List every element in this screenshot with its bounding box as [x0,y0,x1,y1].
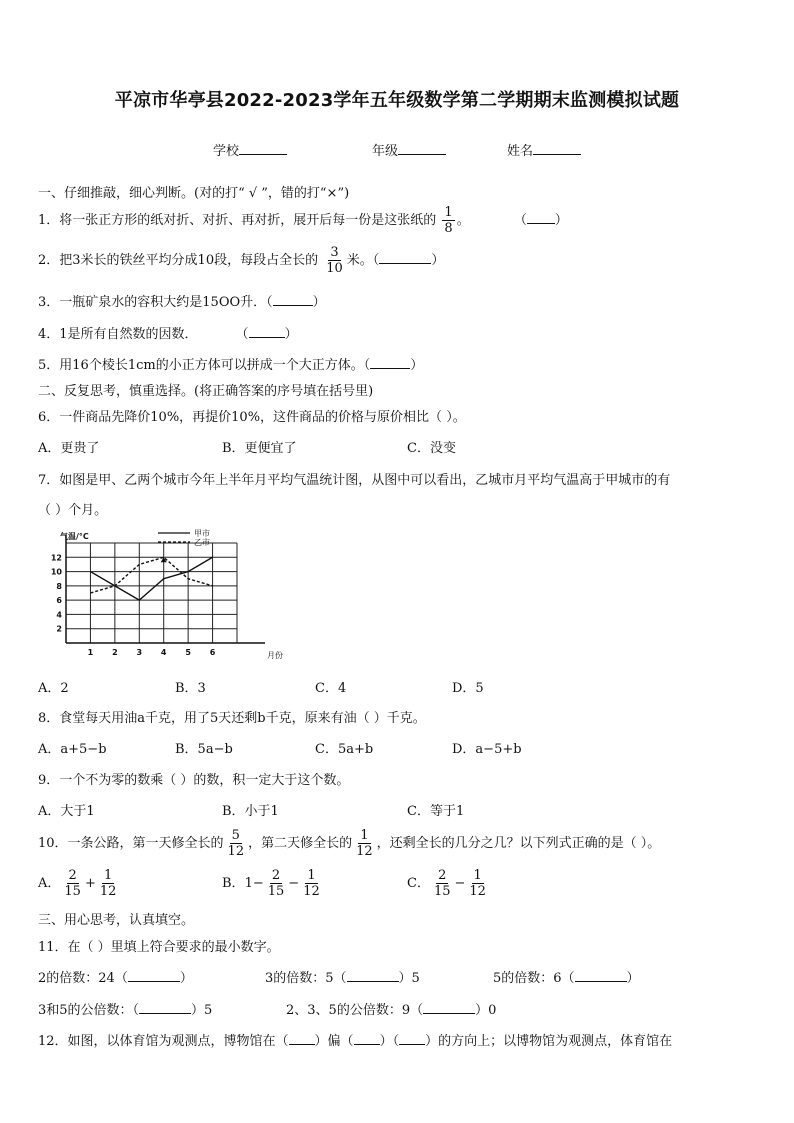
option-a[interactable]: A． $\frac{2}{15}$ + $\frac{1}{12}$ [38,868,117,899]
answer-blank[interactable] [354,1033,380,1045]
legend-label: 乙市 [194,538,210,547]
question-9: 9．一个不为零的数乘（ ）的数，积一定大于这个数。 [38,773,350,788]
section-3-heading: 三、用心思考，认真填空。 [38,913,195,928]
x-tick-label: 3 [136,648,143,657]
fraction: $\frac{5}{12}$ [227,828,245,859]
answer-blank[interactable] [249,326,285,338]
name-field [507,140,581,159]
answer-blank[interactable] [139,1002,191,1014]
school-label: 学校 [213,144,240,159]
y-tick-label: 12 [50,553,62,563]
question-11-e: 2、3、5的公倍数：9（ ）0 [286,1003,497,1018]
x-tick-label: 4 [160,648,167,657]
question-10: 10．一条公路，第一天修全长的 $\frac{5}{12}$ ，第二天修全长的 $\frac{1}{12}$ ，还剩全长的几分之几？以下列式正确的是（ ）。 [38,828,661,859]
question-7-line-2: （ ）个月。 [38,503,108,518]
x-tick-label: 6 [209,648,216,657]
question-8: 8．食堂每天用油a千克，用了5天还剩b千克，原来有油（ ）千克。 [38,711,426,726]
legend-label: 甲市 [194,529,210,538]
section-1-heading: 一、仔细推敲，细心判断。(对的打“ √ ”，错的打“×”) [38,186,350,201]
question-12: 12．如图，以体育馆为观测点，博物馆在（ ）偏（ ）（ ）的方向上；以博物馆为观测点，体育馆在 [38,1034,673,1049]
option-c[interactable]: C．4 [315,681,347,696]
question-11-d: 3和5的公倍数：（ ）5 [38,1003,213,1018]
name-blank[interactable] [533,142,581,155]
y-axis-label: 气温/°C [60,532,89,541]
answer-blank[interactable] [370,357,410,369]
option-d[interactable]: D．a−5+b [452,742,522,757]
question-2: 2．把3米长的铁丝平均分成10段，每段占全长的 $\frac{3}{10}$ 米。（ ） [38,245,445,276]
x-tick-label: 5 [185,648,191,657]
question-1: 1．将一张正方形的纸对折、对折、再对折，展开后每一份是这张纸的 $\frac{1}{8}$ 。 （ ） [38,205,568,236]
answer-blank[interactable] [289,1033,315,1045]
option-c[interactable]: C．5a+b [315,742,374,757]
option-c[interactable]: C．没变 [407,441,456,456]
question-4: 4．1是所有自然数的因数． （ ） [38,327,298,342]
x-axis-label: 月份 [267,651,283,660]
fraction: $\frac{1}{8}$ [444,205,453,236]
option-b[interactable]: B．3 [175,681,206,696]
answer-blank[interactable] [527,212,555,224]
option-b[interactable]: B．5a−b [175,742,233,757]
series-line-2 [90,557,212,593]
option-d[interactable]: D．5 [452,681,484,696]
chart-lines [90,557,212,600]
grade-blank[interactable] [398,142,446,155]
school-field [213,140,287,159]
y-tick-label: 10 [50,567,62,577]
question-6: 6．一件商品先降价10%，再提价10%，这件商品的价格与原价相比（ ）。 [38,410,466,425]
option-a[interactable]: A．2 [38,681,69,696]
answer-blank[interactable] [379,252,431,264]
answer-blank[interactable] [128,970,180,982]
option-b[interactable]: B．1− $\frac{2}{15}$ − $\frac{1}{12}$ [222,868,320,899]
option-a[interactable]: A．a+5−b [38,742,107,757]
question-3: 3．一瓶矿泉水的容积大约是15OO升．（ ） [38,295,326,310]
option-a[interactable]: A．更贵了 [38,441,100,456]
y-tick-label: 2 [56,624,62,634]
answer-blank[interactable] [575,970,627,982]
question-7-line-1: 7．如图是甲、乙两个城市今年上半年月平均气温统计图，从图中可以看出，乙城市月平均气温高于甲城市的有 [38,473,671,488]
option-b[interactable]: B．小于1 [222,804,279,819]
page-title: 平凉市华亭县2022-2023学年五年级数学第二学期期末监测模拟试题 [114,90,680,111]
fraction: $\frac{3}{10}$ [326,245,343,276]
question-11-b: 3的倍数：5（ ）5 [265,971,420,986]
option-a[interactable]: A．大于1 [38,804,95,819]
y-tick-label: 4 [56,610,62,620]
temperature-line-chart [40,525,290,665]
x-tick-label: 1 [87,648,94,657]
grade-field [372,140,446,159]
option-c[interactable]: C．等于1 [407,804,465,819]
answer-blank[interactable] [423,1002,475,1014]
answer-blank[interactable] [347,970,399,982]
section-2-heading: 二、反复思考，慎重选择。(将正确答案的序号填在括号里) [38,384,374,399]
fraction: $\frac{1}{12}$ [356,828,373,859]
school-blank[interactable] [239,142,287,155]
question-5: 5．用16个棱长1cm的小正方体可以拼成一个大正方体。（ ） [38,358,424,373]
chart-labels [51,528,283,660]
name-label: 姓名 [507,144,534,159]
series-line-1 [90,557,212,600]
grade-label: 年级 [372,144,399,159]
question-11: 11．在（ ）里填上符合要求的最小数字。 [38,940,280,955]
question-11-c: 5的倍数：6（ ） [493,971,640,986]
y-tick-label: 8 [56,581,62,591]
question-11-a: 2的倍数：24（ ） [38,971,193,986]
y-tick-label: 6 [56,596,62,606]
option-b[interactable]: B．更便宜了 [222,441,297,456]
answer-blank[interactable] [399,1033,425,1045]
x-tick-label: 2 [112,648,118,657]
answer-blank[interactable] [273,294,313,306]
option-c[interactable]: C． $\frac{2}{15}$ − $\frac{1}{12}$ [407,868,486,899]
chart-axes [66,535,265,643]
